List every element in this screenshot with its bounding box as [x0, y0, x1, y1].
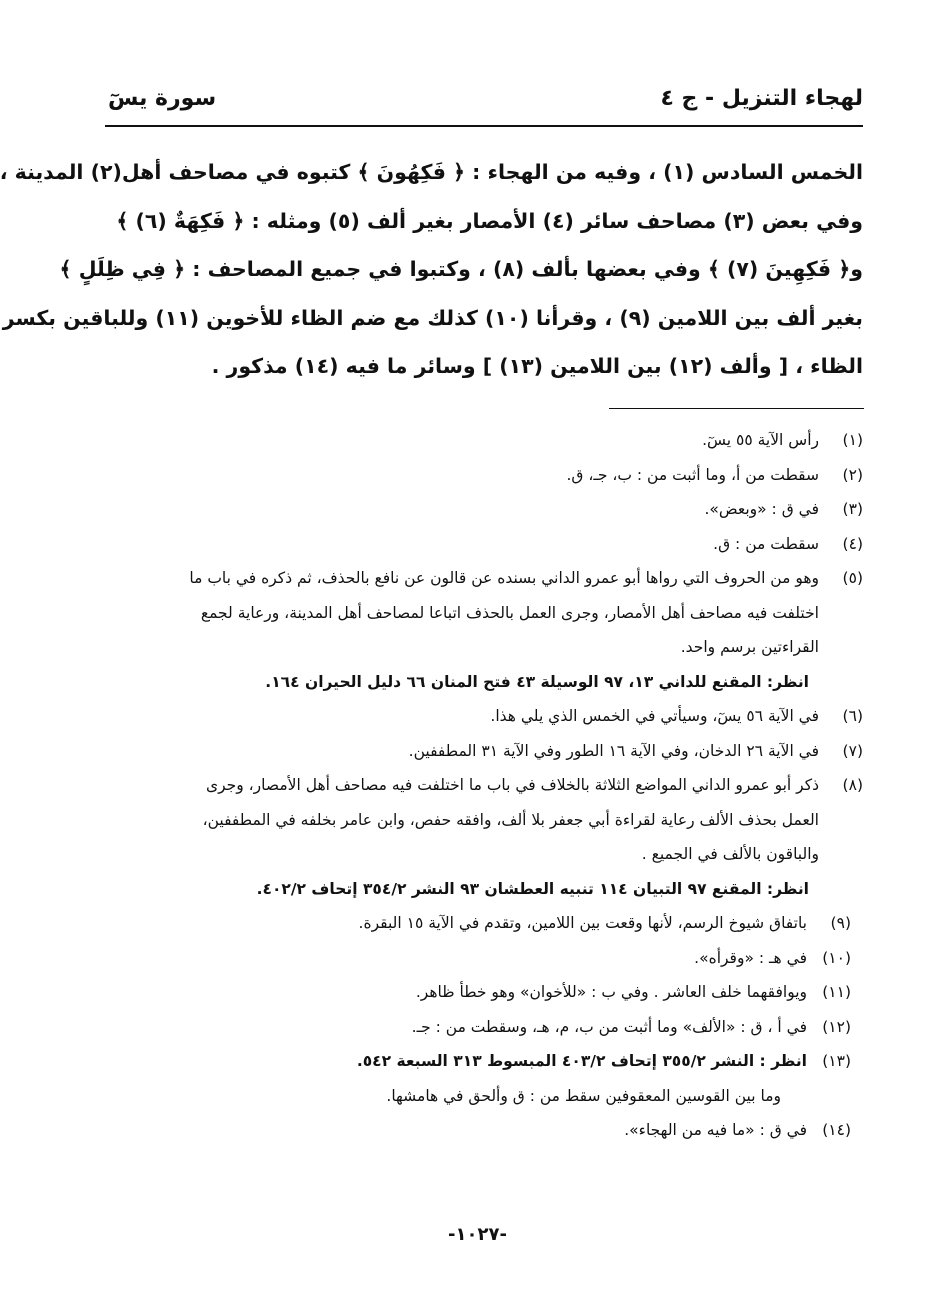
footnote-number: (٥)	[842, 569, 863, 587]
footnote-text: في هـ : «وقرأه».	[694, 948, 807, 967]
footnote-number: (٦)	[842, 707, 863, 725]
footnote	[102, 734, 863, 769]
footnote	[102, 1010, 863, 1045]
footnote-text: في ق : «وبعض».	[704, 500, 819, 518]
footnote-number: (٩)	[830, 914, 851, 932]
footnote-text: في الآية ٢٦ الدخان، وفي الآية ١٦ الطور وفي الآية ٣١ المطففين.	[408, 741, 819, 760]
footnote-number: (٤)	[842, 534, 863, 553]
running-header	[108, 78, 863, 118]
footnote-text: العمل بحذف الألف رعاية لقراءة أبي جعفر بلا ألف، وافقه حفص، وابن عامر بخلفه في المطففين،	[202, 810, 819, 829]
footnote-text: في الآية ٥٦ يسٓ، وسيأتي في الخمس الذي يلي هذا.	[490, 707, 819, 725]
footnote	[102, 975, 863, 1010]
footnote-text: وما بين القوسين المعقوفين سقط من : ق وألحق في هامشها.	[386, 1086, 781, 1105]
footnote	[102, 1044, 863, 1113]
footnote-text: ذكر أبو عمرو الداني المواضع الثلاثة بالخلاف في باب ما اختلفت فيه مصاحف أهل الأمصار، وجرى	[206, 776, 819, 794]
footnote-text: سقطت من : ق.	[713, 534, 819, 553]
footnote-text: وهو من الحروف التي رواها أبو عمرو الداني بسنده عن قالون عن نافع بالحذف، ثم ذكره في باب ما	[189, 569, 819, 587]
main-text-line: الخمس السادس (١) ، وفيه من الهجاء : ﴿ فَكِهُونَ ﴾ كتبوه في مصاحف أهل(٢) المدينة ،	[0, 160, 863, 184]
footnote-divider	[609, 408, 864, 409]
footnote-number: (١١)	[822, 983, 851, 1001]
footnote	[102, 941, 863, 976]
main-text-line: و﴿ فَكِهِينَ (٧) ﴾ وفي بعضها بألف (٨) ، وكتبوا في جميع المصاحف : ﴿ فِي ظِلَلٍ ﴾	[59, 257, 863, 281]
footnote-text: رأس الآية ٥٥ يسٓ.	[702, 431, 819, 449]
footnote	[102, 699, 863, 734]
footnote-text: ويوافقهما خلف العاشر . وفي ب : «للأخوان» وهو خطأ ظاهر.	[415, 983, 807, 1001]
footnote-text: سقطت من أ، وما أثبت من : ب، جـ، ق.	[566, 465, 819, 484]
footnote	[102, 906, 863, 941]
footnote-text: باتفاق شيوخ الرسم، لأنها وقعت بين اللامين، وتقدم في الآية ١٥ البقرة.	[358, 914, 807, 932]
footnote-text: اختلفت فيه مصاحف أهل الأمصار، وجرى العمل بالحذف اتباعا لمصاحف أهل المدينة، ورعاية لجمع	[200, 603, 819, 622]
footnote	[102, 423, 863, 458]
page-number: -١٠٢٧-	[448, 1224, 507, 1245]
footnote	[102, 768, 863, 906]
book-title: لهجاء التنزيل - ج ٤	[660, 85, 863, 111]
footnote-text: في أ ، ق : «الألف» وما أثبت من ب، م، هـ، وسقطت من : جـ.	[411, 1017, 807, 1036]
footnote	[102, 527, 863, 562]
footnote	[102, 458, 863, 493]
footnote	[102, 561, 863, 699]
main-text-line: الظاء ، [ وألف (١٢) بين اللامين (١٣) ] وسائر ما فيه (١٤) مذكور .	[211, 354, 863, 378]
footnote	[102, 1113, 863, 1148]
footnote-number: (١٠)	[822, 948, 851, 967]
footnote	[102, 492, 863, 527]
footnote-number: (٢)	[842, 465, 863, 484]
footnote-number: (١٢)	[822, 1017, 851, 1036]
footnote-text: انظر : النشر ٣٥٥/٢ إتحاف ٤٠٣/٢ المبسوط ٣١٣ السبعة ٥٤٢.	[356, 1052, 807, 1070]
footnote-number: (٧)	[842, 741, 863, 760]
footnote-number: (١٣)	[822, 1052, 851, 1070]
footnote-number: (١٤)	[822, 1121, 851, 1139]
surah-title: سورة يسٓ	[108, 85, 217, 111]
header-divider	[105, 125, 863, 127]
footnotes	[102, 423, 863, 1148]
footnote-number: (٣)	[842, 500, 863, 518]
footnote-reference: انظر: المقنع للداني ١٣، ٩٧ الوسيلة ٤٣ فتح المنان ٦٦ دليل الحيران ١٦٤.	[265, 672, 809, 691]
footnote-number: (١)	[842, 431, 863, 449]
main-text-line: بغير ألف بين اللامين (٩) ، وقرأنا (١٠) كذلك مع ضم الظاء للأخوين (١١) وللباقين بكسر	[2, 305, 863, 330]
footnote-text: القراءتين برسم واحد.	[680, 638, 819, 656]
footnote-text: والباقون بالألف في الجميع .	[641, 845, 819, 863]
footnote-reference: انظر: المقنع ٩٧ التبيان ١١٤ تنبيه العطشان ٩٣ النشر ٣٥٤/٢ إتحاف ٤٠٢/٢.	[256, 879, 809, 898]
main-text	[0, 148, 863, 391]
footnote-number: (٨)	[842, 776, 863, 794]
main-text-line: وفي بعض (٣) مصاحف سائر (٤) الأمصار بغير ألف (٥) ومثله : ﴿ فَكِهَةٌ (٦) ﴾	[116, 208, 863, 233]
footnote-text: في ق : «ما فيه من الهجاء».	[624, 1121, 807, 1139]
